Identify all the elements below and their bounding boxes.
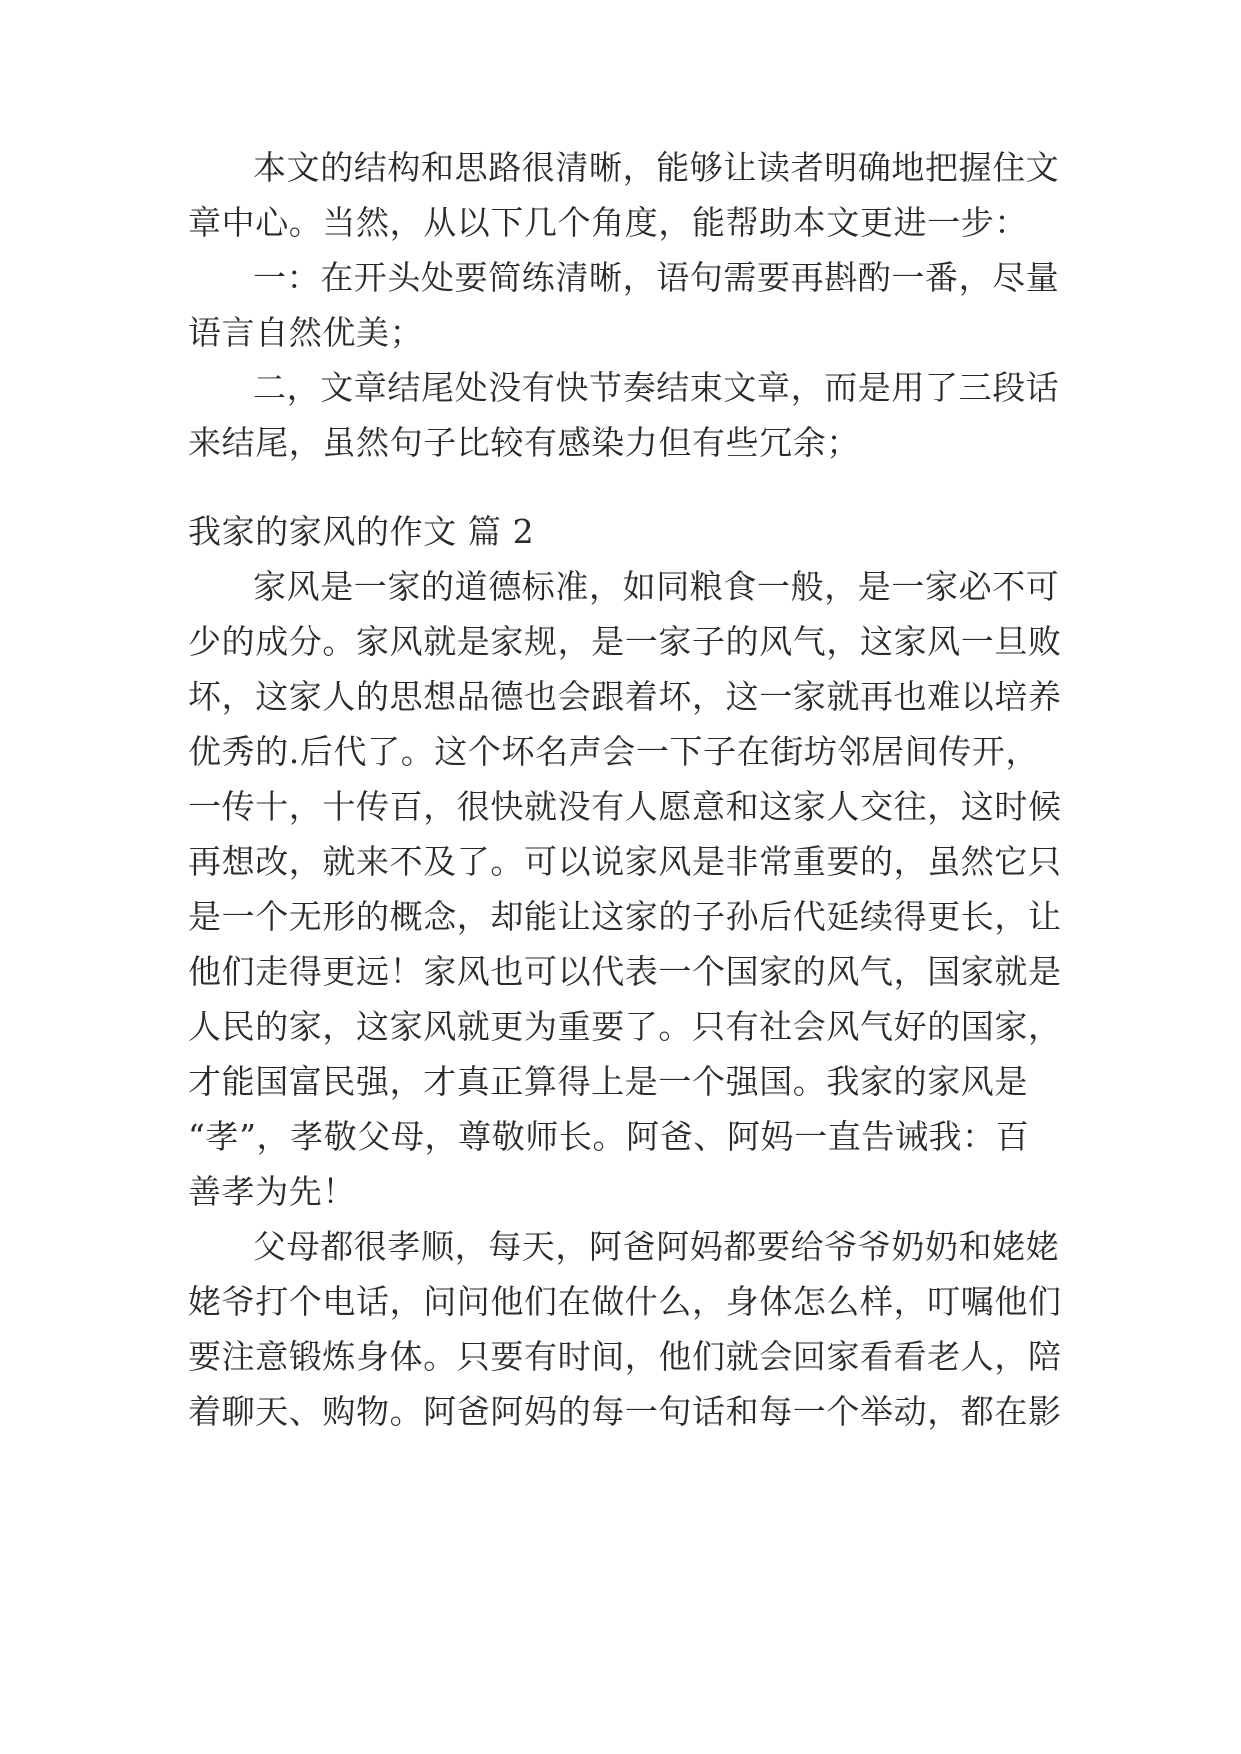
paragraph-line: 善孝为先！ [188, 1172, 356, 1211]
paragraph-line: 坏，这家人的思想品德也会跟着坏，这一家就再也难以培养 [188, 677, 1062, 716]
paragraph-line: 再想改，就来不及了。可以说家风是非常重要的，虽然它只 [188, 842, 1062, 881]
paragraph-line: 人民的家，这家风就更为重要了。只有社会风气好的国家， [188, 1007, 1062, 1046]
paragraph-line: 他们走得更远！家风也可以代表一个国家的风气，国家就是 [188, 952, 1062, 991]
paragraph-line: 语言自然优美； [188, 313, 424, 352]
paragraph-line: 本文的结构和思路很清晰，能够让读者明确地把握住文 [253, 148, 1060, 187]
essay-heading: 我家的家风的作文 篇 2 [188, 512, 535, 551]
paragraph-line: 要注意锻炼身体。只要有时间，他们就会回家看看老人，陪 [188, 1337, 1062, 1376]
paragraph-line: 优秀的.后代了。这个坏名声会一下子在街坊邻居间传开， [188, 732, 1040, 771]
paragraph-line: 家风是一家的道德标准，如同粮食一般，是一家必不可 [253, 567, 1060, 606]
paragraph-line: “孝”，孝敬父母，尊敬师长。阿爸、阿妈一直告诫我：百 [188, 1117, 1030, 1156]
paragraph-line: 二，文章结尾处没有快节奏结束文章，而是用了三段话 [253, 368, 1060, 407]
paragraph-line: 姥爷打个电话，问问他们在做什么，身体怎么样，叮嘱他们 [188, 1282, 1062, 1321]
paragraph-line: 章中心。当然，从以下几个角度，能帮助本文更进一步： [188, 203, 1028, 242]
paragraph-line: 来结尾，虽然句子比较有感染力但有些冗余； [188, 423, 860, 462]
paragraph-line: 是一个无形的概念，却能让这家的子孙后代延续得更长，让 [188, 897, 1062, 936]
paragraph-line: 才能国富民强，才真正算得上是一个强国。我家的家风是 [188, 1062, 1028, 1101]
paragraph-line: 少的成分。家风就是家规，是一家子的风气，这家风一旦败 [188, 622, 1062, 661]
paragraph-line: 一：在开头处要简练清晰，语句需要再斟酌一番，尽量 [253, 258, 1060, 297]
paragraph-line: 父母都很孝顺，每天，阿爸阿妈都要给爷爷奶奶和姥姥 [253, 1227, 1060, 1266]
paragraph-line: 着聊天、购物。阿爸阿妈的每一句话和每一个举动，都在影 [188, 1392, 1062, 1431]
paragraph-line: 一传十，十传百，很快就没有人愿意和这家人交往，这时候 [188, 787, 1062, 826]
